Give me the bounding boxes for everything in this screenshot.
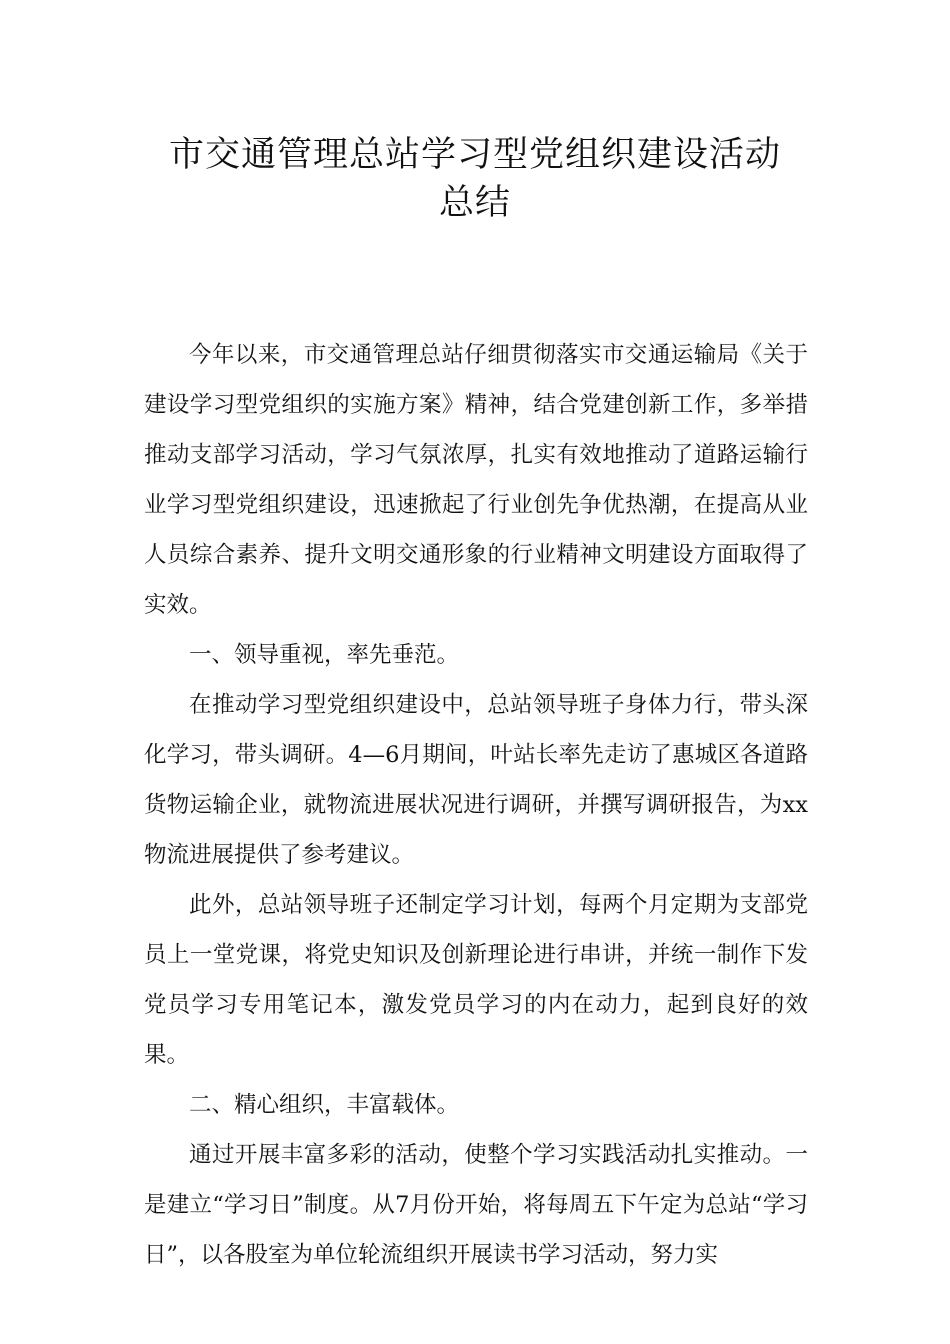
paragraph-leadership: 在推动学习型党组织建设中，总站领导班子身体力行，带头深化学习，带头调研。4—6月期间，叶站长率先走访了惠城区各道路货物运输企业，就物流进展状况进行调研，并撰写调研报告，为xx物流进展提供了参考建议。 [144,692,808,868]
document-title-line-2: 总结 [438,183,511,223]
paragraph-activities: 通过开展丰富多彩的活动，使整个学习实践活动扎实推动。一是建立“学习日”制度。从7月份开始，将每周五下午定为总站“学习日”，以各股室为单位轮流组织开展读书学习活动，努力实 [144,1142,808,1268]
document-body [144,330,808,1280]
paragraph-study-plan: 此外，总站领导班子还制定学习计划，每两个月定期为支部党员上一堂党课，将党史知识及创新理论进行串讲，并统一制作下发党员学习专用笔记本，激发党员学习的内在动力，起到良好的效果。 [144,892,808,1068]
paragraph-intro: 今年以来，市交通管理总站仔细贯彻落实市交通运输局《关于建设学习型党组织的实施方案》精神，结合党建创新工作，多举措推动支部学习活动，学习气氛浓厚，扎实有效地推动了道路运输行业学习型党组织建设，迅速掀起了行业创先争优热潮，在提高从业人员综合素养、提升文明交通形象的行业精神文明建设方面取得了实效。 [144,342,808,618]
document-title-line-1: 市交通管理总站学习型党组织建设活动 [168,135,781,175]
section-heading-2: 二、精心组织，丰富载体。 [189,1092,460,1118]
section-heading-1: 一、领导重视，率先垂范。 [189,642,460,668]
